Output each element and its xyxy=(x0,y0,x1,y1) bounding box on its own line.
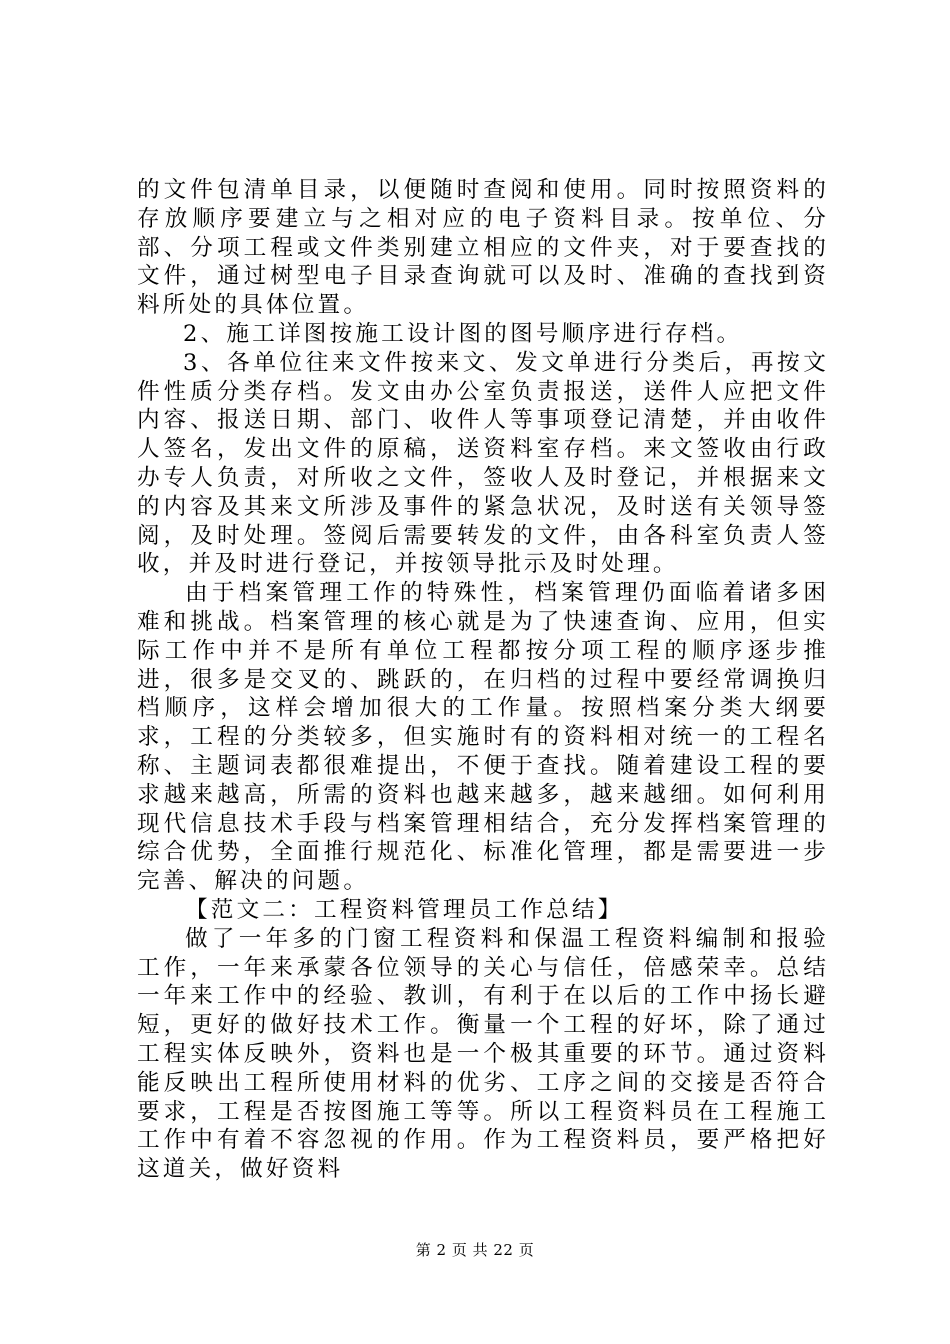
document-body xyxy=(137,176,829,1184)
section-heading-sample-two: 【范文二：工程资料管理员工作总结】 xyxy=(185,896,624,923)
paragraph-work-summary: 做了一年多的门窗工程资料和保温工程资料编制和报验工作，一年来承蒙各位领导的关心与信任，倍感荣幸。总结一年来工作中的经验、教训，有利于在以后的工作中扬长避短，更好的做好技术工作。衡量一个工程的好坏，除了通过工程实体反映外，资料也是一个极其重要的环节。通过资料能反映出工程所使用材料的优劣、工序之间的交接是否符合要求，工程是否按图施工等等。所以工程资料员在工程施工工作中有着不容忽视的作用。作为工程资料员，要严格把好这道关，做好资料 xyxy=(137,925,829,1183)
paragraph-item-2: 2、施工详图按施工设计图的图号顺序进行存档。 xyxy=(183,320,743,347)
page-footer xyxy=(0,1240,950,1260)
paragraph-archive-challenges: 由于档案管理工作的特殊性，档案管理仍面临着诸多困难和挑战。档案管理的核心就是为了快速查询、应用，但实际工作中并不是所有单位工程都按分项工程的顺序逐步推进，很多是交叉的、跳跃的，在归档的过程中要经常调换归档顺序，这样会增加很大的工作量。按照档案分类大纲要求，工程的分类较多，但实施时有的资料相对统一的工程名称、主题词表都很难提出，不便于查找。随着建设工程的要求越来越高，所需的资料也越来越多，越来越细。如何利用现代信息技术手段与档案管理相结合，充分发挥档案管理的综合优势，全面推行规范化、标准化管理，都是需要进一步完善、解决的问题。 xyxy=(137,580,829,895)
page-number-label: 第 2 页 共 22 页 xyxy=(415,1241,535,1259)
paragraph-continuation: 的文件包清单目录，以便随时查阅和使用。同时按照资料的存放顺序要建立与之相对应的电子资料目录。按单位、分部、分项工程或文件类别建立相应的文件夹，对于要查找的文件，通过树型电子目录查询就可以及时、准确的查找到资料所处的具体位置。 xyxy=(137,177,829,319)
paragraph-item-3: 3、各单位往来文件按来文、发文单进行分类后，再按文件性质分类存档。发文由办公室负责报送，送件人应把文件内容、报送日期、部门、收件人等事项登记清楚，并由收件人签名，发出文件的原稿，送资料室存档。来文签收由行政办专人负责，对所收之文件，签收人及时登记，并根据来文的内容及其来文所涉及事件的紧急状况，及时送有关领导签阅，及时处理。签阅后需要转发的文件，由各科室负责人签收，并及时进行登记，并按领导批示及时处理。 xyxy=(137,349,829,578)
